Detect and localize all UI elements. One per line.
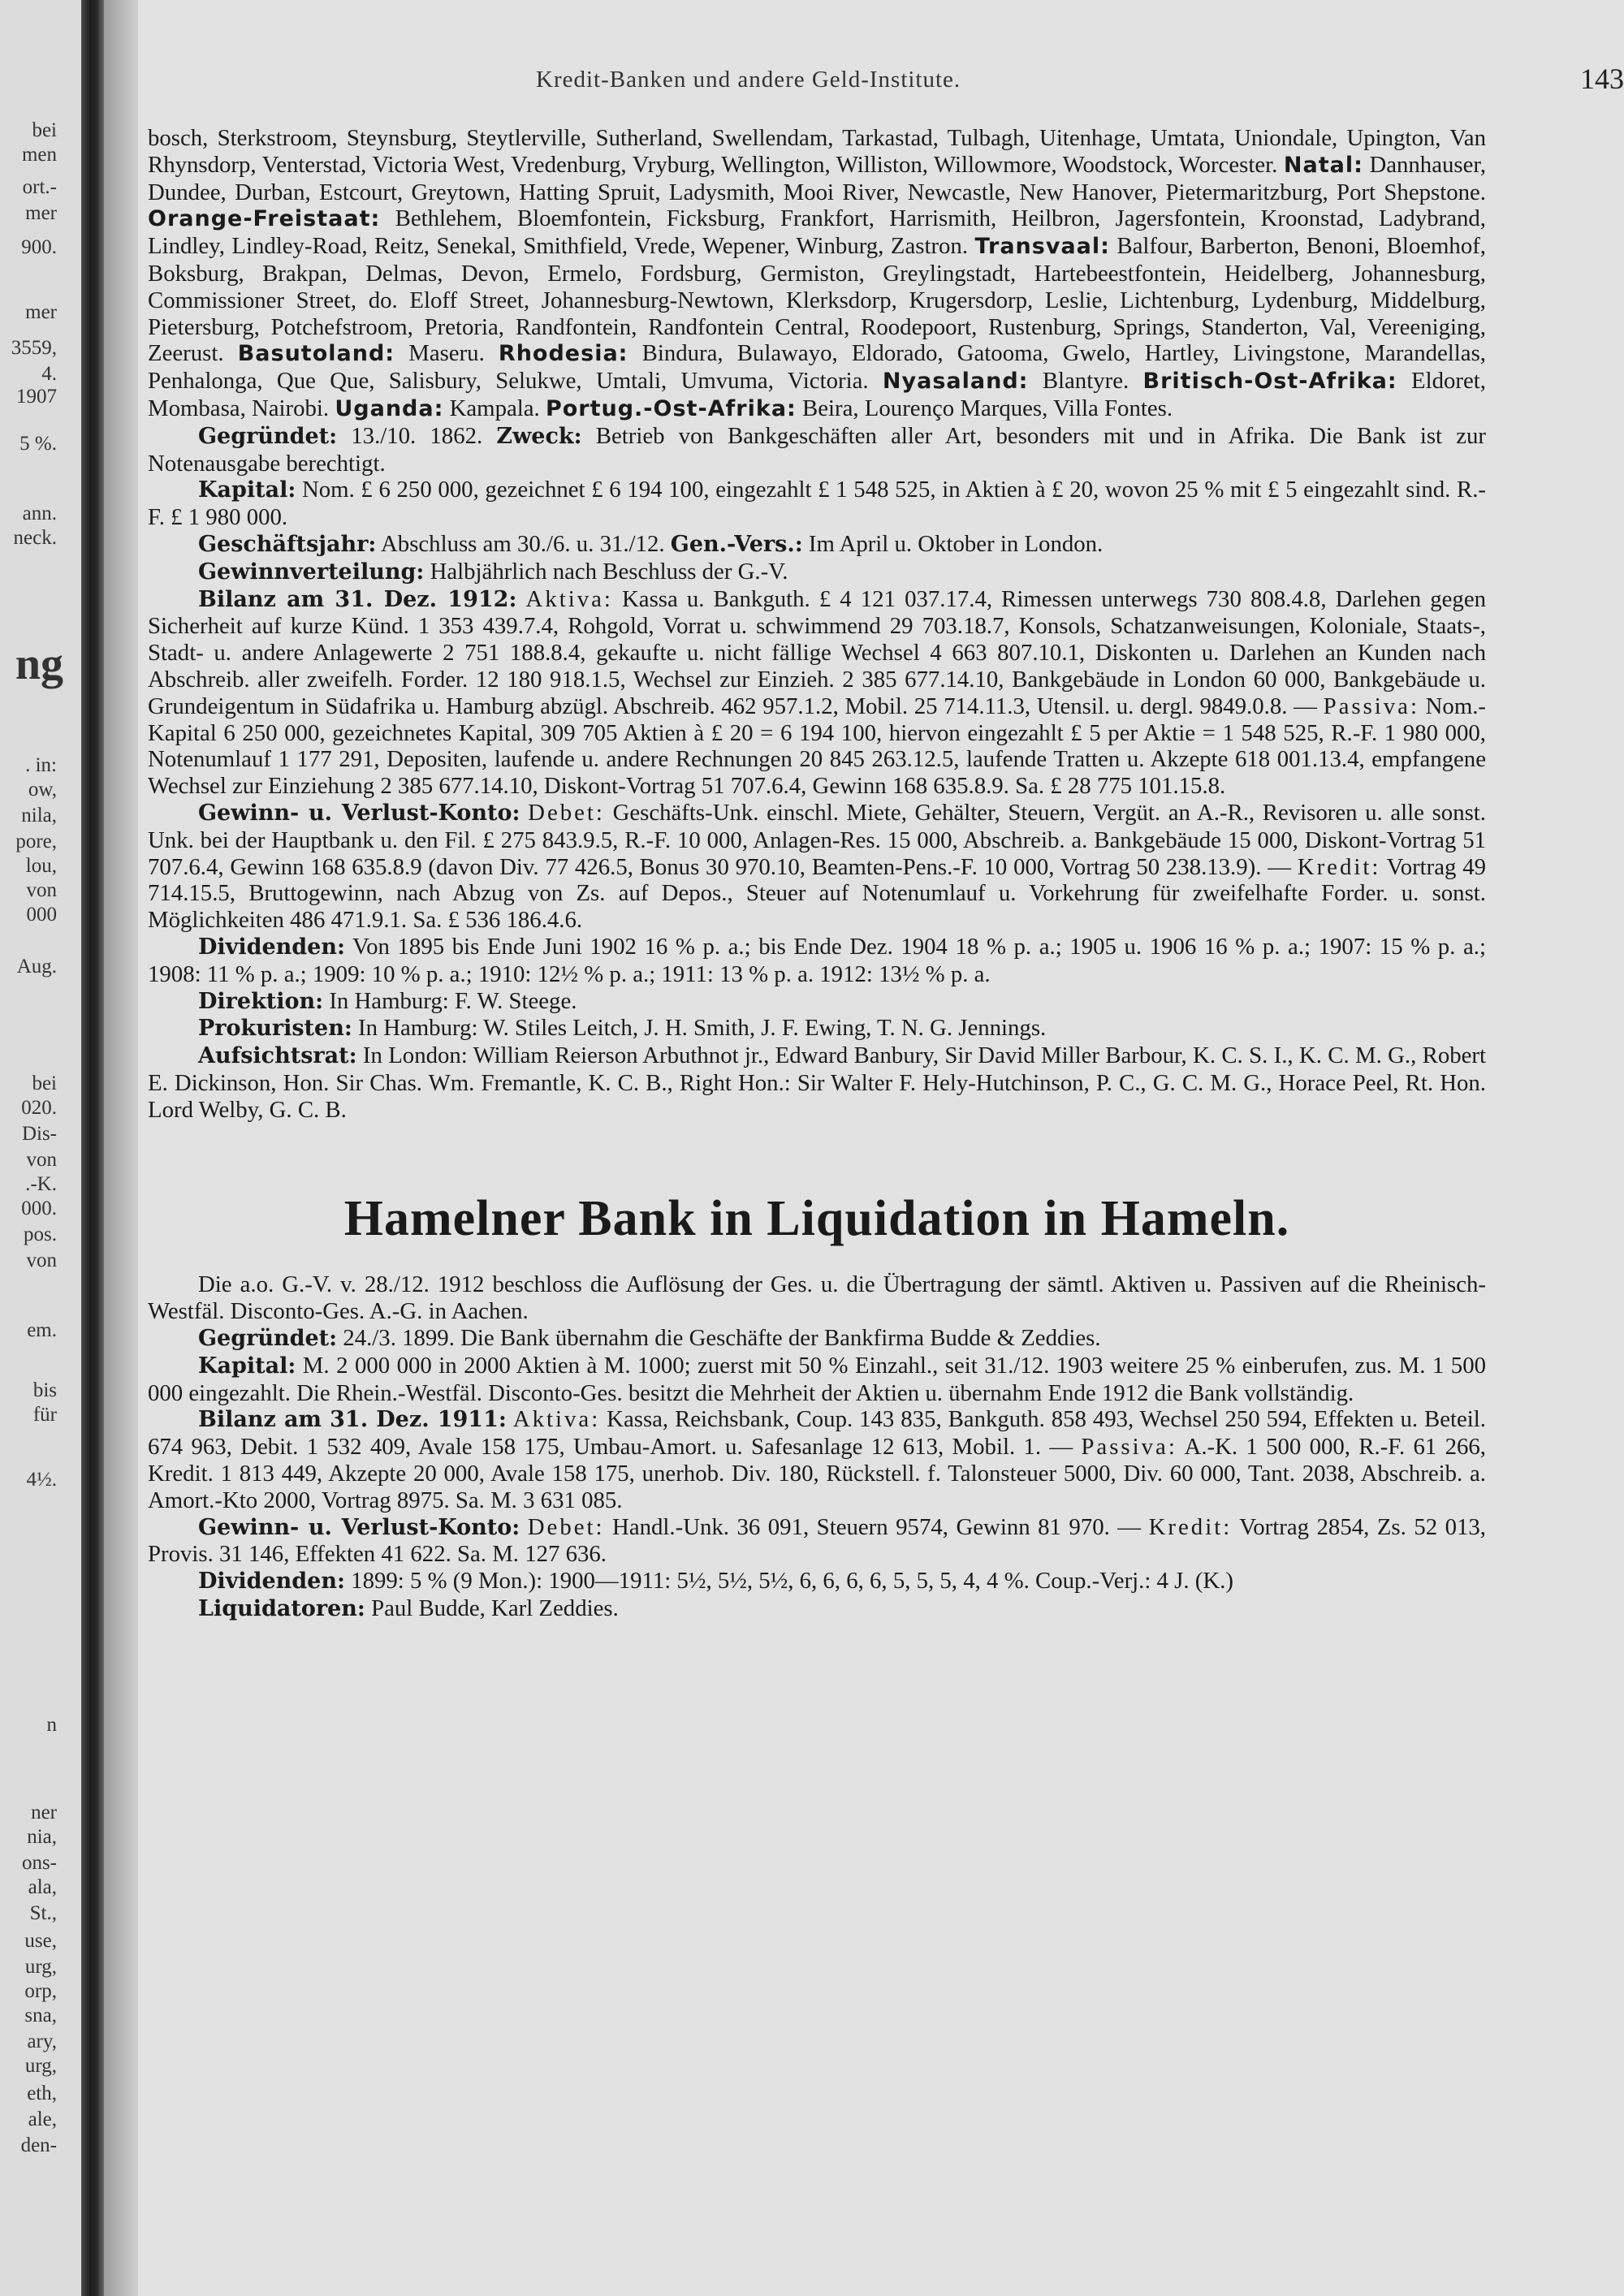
label-orange-freistaat: Orange-Freistaat: xyxy=(148,206,381,232)
supervisory-board-paragraph xyxy=(148,1042,1486,1123)
adjacent-page-fragment: von xyxy=(26,1149,57,1171)
label-gewinn-verlust: Gewinn- u. Verlust-Konto: xyxy=(198,1514,520,1540)
label-prokuristen: Prokuristen: xyxy=(198,1016,352,1042)
intro-paragraph: Die a.o. G.-V. v. 28./12. 1912 beschloss die Auflösung der Ges. u. die Übertragung der sämtl. Aktiven u. Passiven auf die Rheinisch-Westfäl. Disconto-Ges. A.-G. in Aachen. xyxy=(148,1271,1486,1325)
label-gegruendet: Gegründet: xyxy=(198,1326,338,1352)
adjacent-page-fragment: 4½. xyxy=(26,1469,57,1491)
adjacent-page-fragment: 5 %. xyxy=(19,433,57,455)
adjacent-page-fragment: urg, xyxy=(24,2055,57,2077)
profit-loss-credit: Vortrag 49 714.15.5, Bruttogewinn, nach Abzug von Zs. auf Depos., Steuer auf Notenumlauf u. Vorkehrung für zweifelhafte Forder. u. sonst. Möglichkeiten 486 471.9.1. Sa. £ 536 186.4.6. xyxy=(148,853,1487,934)
page-number: 143 xyxy=(1580,63,1624,95)
balance-assets: Kassa u. Bankguth. £ 4 121 037.17.4, Rimessen unterwegs 730 808.4.8, Darlehen gegen Sicherheit auf kurze Künd. 1 353 439.7.4, Rohgold, Vorrat u. schwimmend 29 703.18.7, Konsols, Schatzanweisungen, Koloniale, Staats-, Stadt- u. andere Anlagewerte 2 751 188.8.4, gekaufte u. nicht fällige Wechsel 4 663 807.10.1, Diskonten u. Darlehen an Kunden nach Abschreib. aller zweifelh. Forder. 12 180 918.1.5, Wechsel zur Einzieh. 2 385 677.14.10, Bankgebäude in London 60 000, Bankgebäude u. Grundeigentum in Südafrika u. Hamburg abzügl. Abschreib. 462 957.1.2, Mobil. 25 714.11.3, Utensil. u. dergl. 9849.0.8. — xyxy=(148,585,1486,719)
adjacent-page-fragment: mer xyxy=(25,202,57,224)
branch-list-rhodesia: Bindura, Bulawayo, Eldorado, Gatooma, Gwelo, Hartley, Livingstone, Marandellas, Penhalonga, Que Que, Salisbury, Selukwe, Umtali, Umvuma, Victoria. xyxy=(148,340,1486,395)
label-debet: Debet: xyxy=(528,799,605,826)
founded-text: 24./3. 1899. Die Bank übernahm die Geschäfte der Bankfirma Budde & Zeddies. xyxy=(343,1325,1101,1352)
adjacent-page-fragment: ow, xyxy=(28,779,57,801)
label-aktiva: Aktiva: xyxy=(525,585,613,612)
adjacent-page-fragment: men xyxy=(21,144,57,166)
page-curve-shadow xyxy=(104,0,138,2296)
adjacent-page-fragment: 000 xyxy=(26,904,57,926)
branch-list-transvaal: Balfour, Barberton, Benoni, Bloemhof, Boksburg, Brakpan, Delmas, Devon, Ermelo, Fordsburg, Germiston, Greylingstadt, Hartebeestfontein, Heidelberg, Johannesburg, Commissioner Street, do. Eloff Street, Johannesburg-Newtown, Klerksdorp, Krugersdorp, Leslie, Lichtenburg, Lydenburg, Middelburg, Pietersburg, Potchefstroom, Pretoria, Randfontein, Randfontein Central, Roodepoort, Rustenburg, Springs, Standerton, Val, Vereeniging, Zeerust. xyxy=(148,233,1487,367)
dividends-paragraph xyxy=(148,1568,1486,1595)
adjacent-page-fragment: Aug. xyxy=(16,956,57,978)
branch-list-portug-ost-afrika: Beira, Lourenço Marques, Villa Fontes. xyxy=(802,395,1173,421)
adjacent-page-fragment: 020. xyxy=(21,1097,57,1119)
adjacent-page-fragment: St., xyxy=(29,1902,57,1924)
branch-list-cape: bosch, Sterkstroom, Steynsburg, Steytlerville, Sutherland, Swellendam, Tarkastad, Tulbagh, Uitenhage, Umtata, Uniondale, Upington, Van Rhynsdorp, Venterstad, Victoria West, Vredenburg, Vryburg, Wellington, Williston, Willowmore, Woodstock, Worcester. xyxy=(148,125,1486,178)
label-dividenden: Dividenden: xyxy=(198,934,345,960)
dividends-paragraph xyxy=(148,934,1486,988)
founded-date: 13./10. 1862. xyxy=(351,422,483,449)
balance-sheet-paragraph xyxy=(148,1406,1486,1513)
adjacent-page-fragment: n xyxy=(46,1714,57,1736)
founded-paragraph xyxy=(148,1325,1486,1353)
profit-loss-debit: Geschäfts-Unk. einschl. Miete, Gehälter, Steuern, Vergüt. an A.-R., Revisoren u. alle sonst. Unk. bei der Hauptbank u. den Fil. £ 275 843.9.5, R.-F. 10 000, Anlagen-Res. 15 000, Abschreib. a. Bankgebäude 15 000, Diskont-Vortrag 51 707.6.4, Gewinn 168 635.8.9 (davon Div. 77 426.5, Bonus 30 970.10, Beamten-Pens.-F. 10 000, Vortrag 50 238.13.9). — xyxy=(148,799,1487,880)
branch-list-nyasaland: Blantyre. xyxy=(1042,368,1129,395)
adjacent-page-fragment: 4. xyxy=(41,363,57,385)
label-uganda: Uganda: xyxy=(335,395,444,421)
adjacent-page-fragment: ner xyxy=(31,1802,57,1823)
adjacent-page-fragment: ala, xyxy=(28,1876,57,1898)
fiscal-year-paragraph xyxy=(148,531,1486,559)
adjacent-page-fragment: den- xyxy=(20,2134,57,2156)
label-rhodesia: Rhodesia: xyxy=(498,341,628,367)
adjacent-page-fragment: 000. xyxy=(21,1198,57,1219)
branch-list-basutoland: Maseru. xyxy=(408,340,485,367)
adjacent-page-fragment: bei xyxy=(32,1072,57,1094)
adjacent-page-fragment: em. xyxy=(27,1319,57,1341)
adjacent-page-fragment: nia, xyxy=(27,1826,57,1848)
label-direktion: Direktion: xyxy=(198,988,324,1014)
adjacent-page-fragment: use, xyxy=(24,1930,57,1952)
adjacent-page-fragment: pos. xyxy=(24,1224,57,1245)
dividends-text: 1899: 5 % (9 Mon.): 1900—1911: 5½, 5½, 5½, 6, 6, 6, 6, 5, 5, 5, 4, 4 %. Coup.-Verj.: 4 J. (K.) xyxy=(351,1568,1233,1595)
branch-list-natal: Dannhauser, Dundee, Durban, Estcourt, Greytown, Hatting Spruit, Ladysmith, Mooi River, Newcastle, New Hanover, Pietermaritzburg, Port Shepstone. xyxy=(148,151,1487,205)
section-spacer xyxy=(148,1123,1486,1190)
label-basutoland: Basutoland: xyxy=(237,341,395,367)
running-title: Kredit-Banken und andere Geld-Institute. xyxy=(536,67,961,93)
label-dividenden: Dividenden: xyxy=(198,1569,345,1595)
adjacent-page-fragment: bis xyxy=(32,1379,57,1401)
adjacent-page-fragment: urg, xyxy=(24,1956,57,1978)
liquidators-paragraph xyxy=(148,1595,1486,1623)
zweck-text: Betrieb von Bankgeschäften aller Art, besonders mit und in Afrika. Die Bank ist zur Notenausgabe berechtigt. xyxy=(148,422,1486,477)
balance-sheet-paragraph xyxy=(148,586,1486,800)
label-kapital: Kapital: xyxy=(198,477,296,503)
adjacent-page-fragment: ale, xyxy=(28,2108,57,2130)
profit-loss-paragraph xyxy=(148,1514,1486,1569)
label-nyasaland: Nyasaland: xyxy=(882,369,1029,395)
adjacent-page-fragment: orp, xyxy=(24,1980,57,2002)
adjacent-page-fragment: pore, xyxy=(15,831,57,852)
label-geschaeftsjahr: Geschäftsjahr: xyxy=(198,531,377,557)
label-gegruendet: Gegründet: xyxy=(198,423,338,449)
adjacent-page-fragment: von xyxy=(26,879,57,901)
label-kredit: Kredit: xyxy=(1297,853,1381,880)
label-aktiva: Aktiva: xyxy=(512,1406,601,1433)
label-bilanz: Bilanz am 31. Dez. 1912: xyxy=(198,586,517,612)
capital-paragraph xyxy=(148,477,1486,531)
gen-vers-text: Im April u. Oktober in London. xyxy=(808,530,1104,557)
profit-distribution-paragraph xyxy=(148,559,1486,586)
adjacent-page-fragment: ary, xyxy=(27,2031,57,2052)
adjacent-page-fragment: für xyxy=(32,1404,57,1426)
adjacent-page-fragment: ons- xyxy=(21,1852,57,1874)
founded-zweck-paragraph xyxy=(148,423,1486,477)
section-title: Hamelner Bank in Liquidation in Hameln. xyxy=(343,1191,1290,1247)
profit-loss-debit: Handl.-Unk. 36 091, Steuern 9574, Gewinn 81 970. — xyxy=(612,1513,1142,1540)
page-body xyxy=(148,125,1486,1623)
label-liquidatoren: Liquidatoren: xyxy=(198,1596,365,1622)
balance-liabilities: A.-K. 1 500 000, R.-F. 61 266, Kredit. 1 813 449, Akzepte 20 000, Avale 158 175, unerhob. Div. 180, Rückstell. f. Talonsteuer 5000, Div. 60 000, Tant. 2038, Abschreib. a. Amort.-Kto 2000, Vortrag 8975. Sa. M. 3 631 085. xyxy=(148,1434,1486,1513)
label-gewinn-verlust: Gewinn- u. Verlust-Konto: xyxy=(198,800,520,826)
adjacent-page-fragment: mer xyxy=(25,301,57,323)
branch-list-uganda: Kampala. xyxy=(449,395,540,421)
management-paragraph xyxy=(148,988,1486,1016)
adjacent-page-fragment: ort.- xyxy=(22,176,57,198)
dividends-text: Von 1895 bis Ende Juni 1902 16 % p. a.; bis Ende Dez. 1904 18 % p. a.; 1905 u. 1906 16 % p. a.; 1907: 15 % p. a.; 1908: 11 % p. a.; 1909: 10 % p. a.; 1910: 12½ % p. a.; 1911: 13 % p. a. 1912: 13½ % p. a. xyxy=(148,933,1486,987)
fiscal-year-text: Abschluss am 30./6. u. 31./12. xyxy=(381,530,665,557)
capital-text: M. 2 000 000 in 2000 Aktien à M. 1000; zuerst mit 50 % Einzahl., seit 31./12. 1903 weitere 25 % einberufen, zus. M. 1 500 000 eingezahlt. Die Rhein.-Westfäl. Disconto-Ges. besitzt die Mehrheit der Aktien u. übernahm Ende 1912 die Bank vollständig. xyxy=(148,1352,1486,1406)
adjacent-page-fragment: sna, xyxy=(24,2005,57,2026)
branch-list-britisch-ost-afrika: Eldoret, Mombasa, Nairobi. xyxy=(148,368,1486,421)
adjacent-page-fragment: 3559, xyxy=(11,337,57,359)
label-bilanz: Bilanz am 31. Dez. 1911: xyxy=(198,1407,507,1433)
adjacent-page-fragment: Dis- xyxy=(21,1123,57,1145)
label-passiva: Passiva: xyxy=(1323,693,1419,719)
branch-list-orange-freistaat: Bethlehem, Bloemfontein, Ficksburg, Frankfort, Harrismith, Heilbron, Jagersfontein, Kroonstad, Ladybrand, Lindley, Lindley-Road, Reitz, Senekal, Smithfield, Vrede, Wepener, Winburg, Zastron. xyxy=(148,205,1486,260)
management-text: In Hamburg: F. W. Steege. xyxy=(329,987,577,1014)
label-gen-vers: Gen.-Vers.: xyxy=(670,531,803,557)
capital-paragraph xyxy=(148,1353,1486,1407)
label-zweck: Zweck: xyxy=(496,423,582,449)
balance-assets: Kassa, Reichsbank, Coup. 143 835, Bankguth. 858 493, Wechsel 250 594, Effekten u. Beteil. 674 963, Debit. 1 532 409, Avale 158 175, Umbau-Amort. u. Safesanlage 12 613, Mobil. 1. — xyxy=(148,1406,1487,1461)
label-debet: Debet: xyxy=(527,1513,605,1540)
adjacent-page-fragment: ann. xyxy=(22,503,57,524)
label-britisch-ost-afrika: Britisch-Ost-Afrika: xyxy=(1142,369,1397,395)
adjacent-page-fragment: .-K. xyxy=(25,1173,57,1195)
adjacent-page-fragment: 1907 xyxy=(16,386,57,408)
running-header xyxy=(138,63,1624,99)
adjacent-page-strip xyxy=(0,0,81,2296)
proxies-paragraph xyxy=(148,1015,1486,1042)
adjacent-page-fragment: neck. xyxy=(13,527,57,549)
page xyxy=(138,0,1624,2296)
profit-distribution-text: Halbjährlich nach Beschluss der G.-V. xyxy=(430,558,788,585)
liquidators-text: Paul Budde, Karl Zeddies. xyxy=(371,1595,619,1622)
label-aufsichtsrat: Aufsichtsrat: xyxy=(198,1043,357,1069)
adjacent-page-fragment: . in: xyxy=(25,754,57,776)
adjacent-page-fragment: eth, xyxy=(27,2082,57,2104)
label-gewinnverteilung: Gewinnverteilung: xyxy=(198,559,425,585)
book-gutter xyxy=(81,0,104,2296)
label-portug-ost-afrika: Portug.-Ost-Afrika: xyxy=(545,395,797,421)
adjacent-page-fragment: ng xyxy=(15,639,63,689)
adjacent-page-fragment: 900. xyxy=(21,236,57,258)
adjacent-page-fragment: nila, xyxy=(21,805,57,826)
label-transvaal: Transvaal: xyxy=(974,234,1110,260)
label-passiva: Passiva: xyxy=(1081,1434,1177,1461)
capital-text: Nom. £ 6 250 000, gezeichnet £ 6 194 100, eingezahlt £ 1 548 525, in Aktien à £ 20, wovon 25 % mit £ 5 eingezahlt sind. R.-F. £ 1 980 000. xyxy=(148,477,1487,531)
profit-loss-credit: Vortrag 2854, Zs. 52 013, Provis. 31 146, Effekten 41 622. Sa. M. 127 636. xyxy=(148,1513,1487,1568)
proxies-text: In Hamburg: W. Stiles Leitch, J. H. Smith, J. F. Ewing, T. N. G. Jennings. xyxy=(358,1015,1047,1042)
profit-loss-paragraph xyxy=(148,800,1486,934)
adjacent-page-fragment: bei xyxy=(32,119,57,141)
supervisory-board-text: In London: William Reierson Arbuthnot jr., Edward Banbury, Sir David Miller Barbour, K. C. S. I., K. C. M. G., Robert E. Dickinson, Hon. Sir Chas. Wm. Fremantle, K. C. B., Right Hon.: Sir Walter F. Hely-Hutchinson, P. C., G. C. M. G., Horace Peel, Rt. Hon. Lord Welby, G. C. B. xyxy=(148,1042,1486,1123)
balance-liabilities: Nom.-Kapital 6 250 000, gezeichnetes Kapital, 309 705 Aktien à £ 20 = 6 194 100, hiervon eingezahlt £ 5 per Aktie = 1 548 525, R.-F. 1 980 000, Notenumlauf 1 177 291, Depositen, laufende u. andere Rechnungen 20 845 263.12.5, laufende Tratten u. Akzepte 618 001.13.4, empfangene Wechsel zur Einziehung 2 385 677.14.10, Diskont-Vortrag 51 707.6.4, Gewinn 168 635.8.9. Sa. £ 28 775 101.15.8. xyxy=(148,693,1487,800)
adjacent-page-fragment: lou, xyxy=(25,855,57,877)
label-kredit: Kredit: xyxy=(1148,1513,1233,1540)
adjacent-page-fragment: von xyxy=(26,1249,57,1271)
branch-list-paragraph xyxy=(148,125,1486,423)
label-kapital: Kapital: xyxy=(198,1353,296,1379)
label-natal: Natal: xyxy=(1283,152,1363,178)
